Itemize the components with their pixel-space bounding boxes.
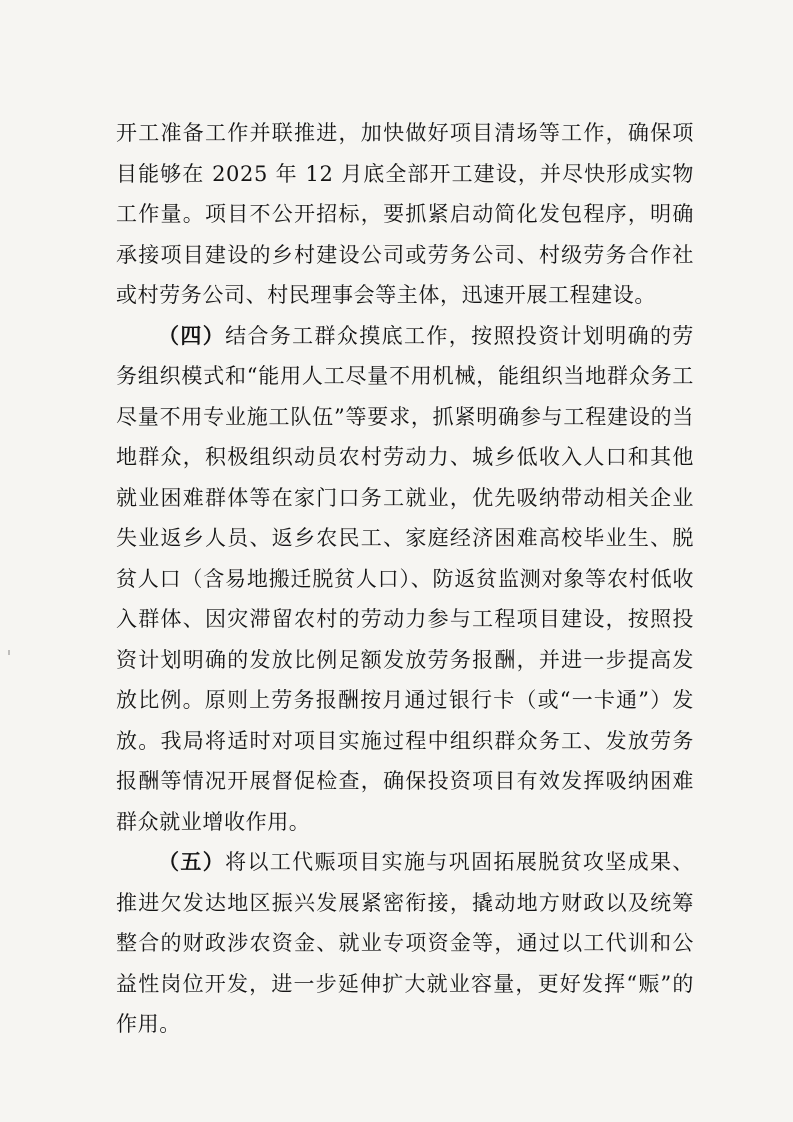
paragraph-3-text: 将以工代赈项目实施与巩固拓展脱贫攻坚成果、推进欠发达地区振兴发展紧密衔接，撬动地方财政以及统筹整合的财政涉农资金、就业专项资金等，通过以工代训和公益性岗位开发，进一步延伸扩大就业容量，更好发挥“赈”的作用。 [116,850,694,1036]
paragraph-3-number: （五） [158,849,226,874]
paragraph-2-text: 结合务工群众摸底工作，按照投资计划明确的劳务组织模式和“能用人工尽量不用机械，能组织当地群众务工尽量不用专业施工队伍”等要求，抓紧明确参与工程建设的当地群众，积极组织动员农村劳动力、城乡低收入人口和其他就业困难群体等在家门口务工就业，优先吸纳带动相关企业失业返乡人员、返乡农民工、家庭经济困难高校毕业生、脱贫人口（含易地搬迁脱贫人口）、防返贫监测对象等农村低收入群体、因灾滞留农村的劳动力参与工程项目建设，按照投资计划明确的发放比例足额发放劳务报酬，并进一步提高发放比例。原则上劳务报酬按月通过银行卡（或“一卡通”）发放。我局将适时对项目实施过程中组织群众务工、发放劳务报酬等情况开展督促检查，确保投资项目有效发挥吸纳困难群众就业增收作用。 [116,323,694,834]
paragraph-3 [116,842,694,1045]
paragraph-1-text: 开工准备工作并联推进，加快做好项目清场等工作，确保项目能够在 2025 年 12 月底全部开工建设，并尽快形成实物工作量。项目不公开招标，要抓紧启动简化发包程序，明确承接项目建设的乡村建设公司或劳务公司、村级劳务合作社或村劳务公司、村民理事会等主体，迅速开展工程建设。 [116,121,694,307]
paragraph-1 [116,113,694,316]
document-body [116,113,694,1045]
paragraph-2 [116,316,694,843]
scan-edge-mark [8,650,10,655]
paragraph-2-number: （四） [158,322,226,348]
